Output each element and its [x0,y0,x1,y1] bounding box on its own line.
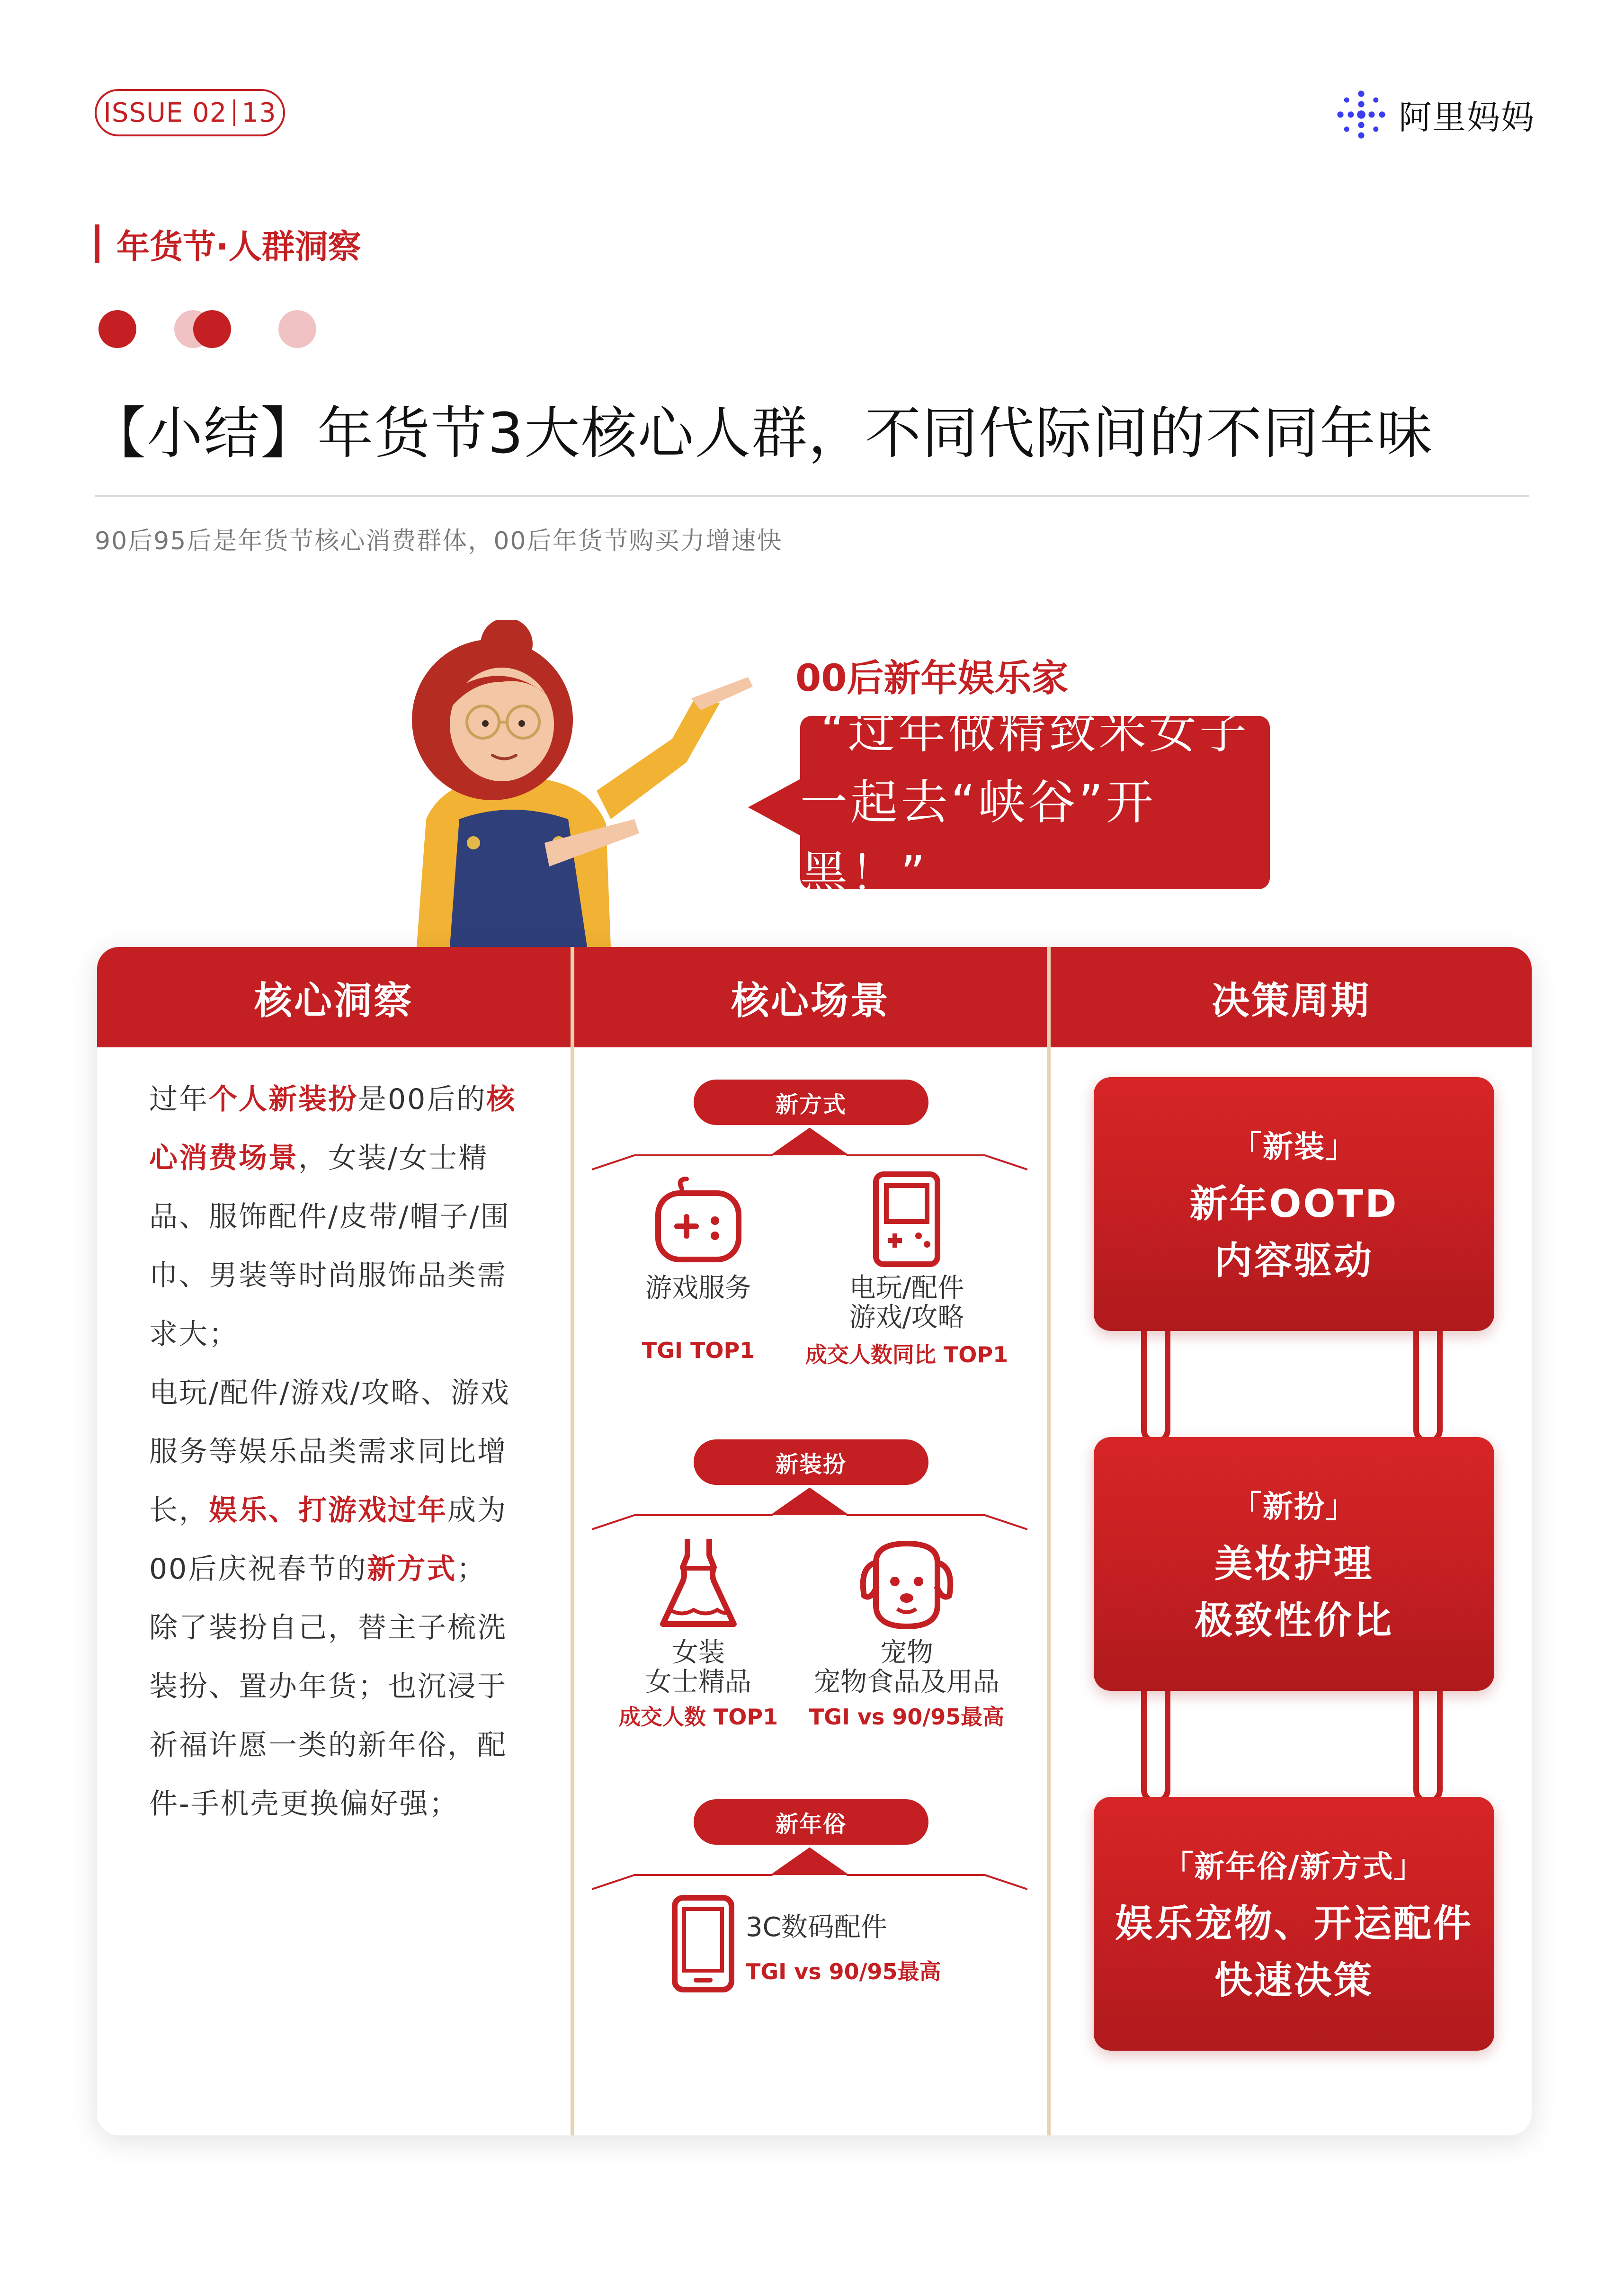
scene-label-game-service: 游戏服务 [645,1273,751,1304]
brand-logo-icon [1335,89,1387,141]
page-title: 【小结】年货节3大核心人群，不同代际间的不同年味 [90,401,1434,466]
scene-label-3c: 3C数码配件 [746,1912,887,1943]
insight-text-run: 是00后的 [358,1083,487,1116]
insight-text-run: 成为00后庆祝春节的 [149,1494,507,1586]
insight-text-run: ； [456,1553,487,1586]
brand-name: 阿里妈妈 [1399,98,1535,137]
character-illustration [388,620,767,947]
column-title-scene: 核心场景 [731,978,890,1023]
issue-number: ISSUE 02 [103,97,227,128]
quote-line-1: “过年做精致米女子 [821,704,1249,759]
insight-text [149,1070,528,1833]
dog-icon [857,1534,956,1634]
scene-stat-game-service: TGI TOP1 [642,1338,755,1363]
brand-logo [1335,86,1535,143]
summary-panel [97,947,1532,2135]
scene-stat-pet: TGI vs 90/95最高 [809,1704,1005,1730]
scene-pill-new-look: 新装扮 [694,1439,928,1485]
insight-highlight: 核心消费场景 [149,1083,517,1175]
page-subtitle: 90后95后是年货节核心消费群体，00后年货节购买力增速快 [95,527,783,555]
insight-highlight: 新方式 [367,1553,457,1586]
insight-text-run: 电玩/配件/游戏/攻略、游戏服务等娱乐品类需求同比增长， [149,1376,510,1527]
title-divider [95,495,1529,497]
scene-roof [592,1847,1027,1892]
column-title-insight: 核心洞察 [254,978,413,1023]
column-divider-2 [1047,947,1051,2135]
quote-line-2: 一起去“峡谷”开黑！” [800,775,1156,901]
cycle-card-line: 娱乐宠物、开运配件 [1115,1902,1473,1946]
scene-roof [592,1127,1027,1172]
phone-icon [653,1894,753,1993]
scene-stat-console: 成交人数同比 TOP1 [805,1342,1008,1367]
page-number: 13 [241,97,277,128]
dress-icon [649,1534,748,1634]
gamepad-icon [649,1170,748,1269]
scene-stat-3c: TGI vs 90/95最高 [746,1959,941,1984]
cycle-card-line: 内容驱动 [1214,1239,1374,1283]
scene-roof [592,1487,1027,1532]
scene-pill-new-way: 新方式 [694,1080,928,1125]
issue-badge [95,89,285,136]
decorative-dots [95,308,331,350]
section-tag-text: 年货节·人群洞察 [116,227,361,266]
dot-1 [98,310,136,348]
cycle-card-kicker: 「新扮」 [1231,1490,1356,1525]
column-title-cycle: 决策周期 [1212,978,1371,1023]
cycle-card-line: 极致性价比 [1195,1598,1393,1643]
column-divider-1 [571,947,574,2135]
speech-bubble [800,704,1270,901]
section-tag [95,223,361,265]
scene-label-pet: 宠物 宠物食品及用品 [814,1637,999,1697]
cycle-card-new-outfit [1094,1077,1494,1331]
scene-label-womenswear: 女装 女士精品 [645,1637,751,1697]
dot-2-front [193,310,231,348]
speech-bubble-tail [748,777,805,838]
insight-text-run: 除了装扮自己，替主子梳洗装扮、置办年货；也沉浸于祈福许愿一类的新年俗，配件-手机壳更换偏好强； [149,1611,507,1821]
scene-label-console: 电玩/配件 游戏/攻略 [849,1273,964,1333]
dot-3 [278,310,316,348]
cycle-card-line: 美妆护理 [1214,1542,1374,1586]
insight-text-run: 过年 [149,1083,209,1116]
scene-pill-new-custom: 新年俗 [694,1799,928,1845]
insight-highlight: 个人新装扮 [209,1083,358,1116]
cycle-card-kicker: 「新年俗/新方式」 [1163,1849,1425,1884]
issue-separator [233,99,235,126]
cycle-card-kicker: 「新装」 [1231,1130,1356,1165]
insight-text-run: ，女装/女士精品、服饰配件/皮带/帽子/围巾、男装等时尚服饰品类需求大； [149,1142,510,1351]
insight-highlight: 娱乐、打游戏过年 [209,1494,447,1527]
cycle-card-line: 新年OOTD [1189,1182,1399,1226]
cycle-card-line: 快速决策 [1214,1958,1374,2002]
section-tag-bar [95,224,99,263]
cycle-card-new-custom [1094,1797,1494,2051]
cycle-card-new-look [1094,1437,1494,1691]
handheld-console-icon [857,1170,956,1269]
scene-stat-womenswear: 成交人数 TOP1 [618,1704,778,1730]
persona-label: 00后新年娱乐家 [795,657,1069,700]
